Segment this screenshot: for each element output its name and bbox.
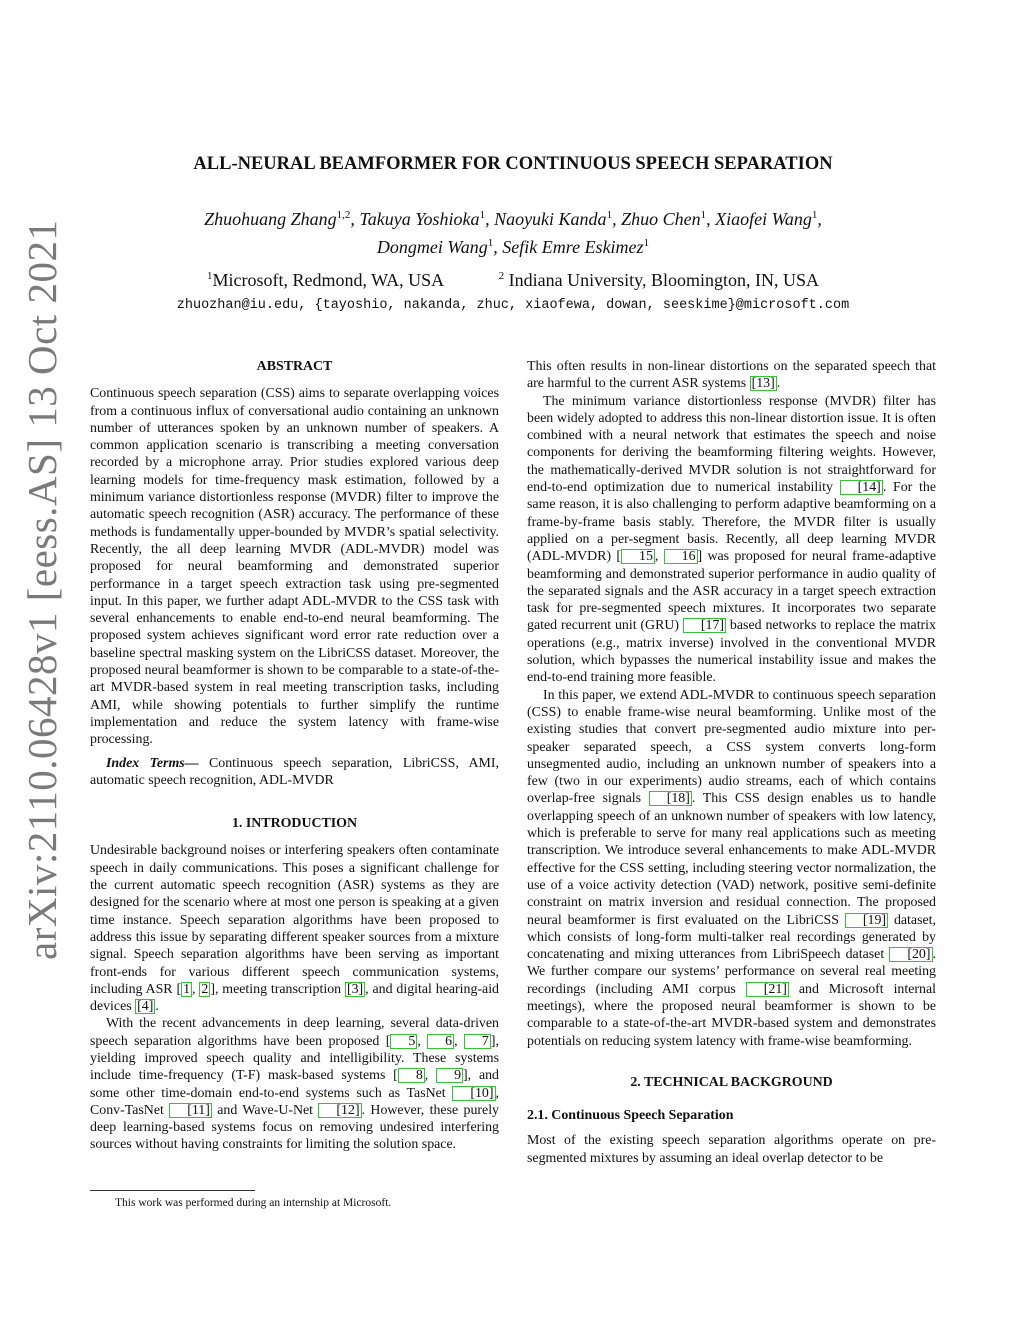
affil-mark: 2 xyxy=(498,270,505,282)
citation-link[interactable]: [13] xyxy=(751,376,775,392)
text-run: and Microsoft internal meetings), where the proposed neural beamformer is shown to be comparable to a state-of-the-art MVDR-based system and demonstrates potentials on reducing system latency with frame-wise beamforming. xyxy=(527,981,936,1049)
right-column xyxy=(527,358,936,1167)
text-run: was proposed for neural frame-adaptive beamforming and demonstrated superior performance in audio quality of the separated signals and the ASR accuracy in a target speech extraction task for pre-segmented speech mixtures. It incorporates two separate gated recurrent unit (GRU) xyxy=(527,549,937,634)
citation-link[interactable]: [18] xyxy=(649,791,692,806)
intro-paragraph-2: With the recent advancements in deep learning, several data-driven speech separation algorithms have been proposed [ 5 , 6 , 7 ], yielding improved speech quality and intelligibility. These systems include time-frequency (T-F) mask-based systems [ 8 , 9 ], and some other time-domain end-to-end systems such as TasNet [10] , Conv-TasNet [11] and Wave-U-Net [12] . However, these purely deep learning-based systems focus on removing undesired interfering sources without having constraints for limiting the solution space. xyxy=(90,1016,499,1153)
citation-link[interactable]: 16 xyxy=(664,549,698,564)
author-affil-mark: 1 xyxy=(811,209,818,221)
index-terms xyxy=(90,755,499,790)
affiliation-indiana xyxy=(499,270,819,291)
abstract-text: Continuous speech separation (CSS) aims to separate overlapping voices from a continuous influx of conversational audio containing an unknown number of utterances spoken by an unknown number of speakers. A common application scenario is transcribing a meeting conversation recorded by a microphone array. Prior studies explored various deep learning models for time-frequency mask estimation, followed by a minimum variance distortionless response (MVDR) filter to improve the automatic speech recognition (ASR) accuracy. The performance of these methods is fundamentally upper-bounded by MVDR’s spatial selectivity. Recently, the all deep learning MVDR (ADL-MVDR) model was proposed for neural beamforming and demonstrated superior performance in a target speech extraction task using pre-segmented input. In this paper, we further adapt ADL-MVDR to the CSS task with several enhancements to enable end-to-end neural beamforming. The proposed system achieves significant word error rate reduction over a baseline spectral masking system on the LibriCSS dataset. Moreover, the proposed neural beamformer is shown to be comparable to a state-of-the-art MVDR-based system in real meeting transcription tasks, including AMI, while showing potentials to further simplify the runtime implementation and reduce the system latency with frame-wise processing. xyxy=(90,386,499,748)
affiliations xyxy=(90,270,936,291)
footnote-divider xyxy=(90,1190,255,1191)
text-run: The minimum variance distortionless response (MVDR) filter has been widely adopted to address this non-linear distortion issue. It is often combined with a neural network that estimates the speech and noise components for deriving the beamforming filtering weights. However, the mathematically-derived MVDR solution is not straightforward for end-to-end optimization due to numerical instability xyxy=(527,393,936,496)
author: Naoyuki Kanda xyxy=(494,209,607,229)
intro-paragraph-1: Undesirable background noises or interfering speakers often contaminate speech in daily communications. This poses a significant challenge for the current automatic speech recognition (ASR) systems as they are designed for the scenario where at most one person is speaking at a given time instance. Speech separation algorithms have been proposed to address this issue by separating different speaker sources from a mixture signal. Speech separation algorithms have been serving as important front-ends for various different speech communication systems, including ASR [ 1 , 2 ], meeting transcription [3] , and digital hearing-aid devices [4] . xyxy=(90,843,499,1015)
author: Takuya Yoshioka xyxy=(359,209,480,229)
citation-number: 4 xyxy=(141,999,149,1015)
text-run: , meeting transcription xyxy=(214,981,345,997)
background-paragraph-1: Most of the existing speech separation algorithms operate on pre-segmented mixtures by assuming an ideal overlap detector to be xyxy=(527,1133,936,1166)
author-emails: zhuozhan@iu.edu, {tayoshio, nakanda, zhuc, xiaofewa, dowan, seeskime}@microsoft.com xyxy=(176,298,850,313)
intro-paragraph-5 xyxy=(527,687,936,1050)
text-run: . However, these purely deep learning-based systems focus on removing undesired interfering sources without having constraints for limiting the solution space. xyxy=(90,1102,499,1153)
arxiv-identifier: arXiv:2110.06428v1 [eess.AS] 13 Oct 2021 xyxy=(19,219,65,960)
text-run: . For the same reason, it is also challenging to perform adaptive beamforming on a frame-by-frame basis stably. Therefore, the MVDR filter is usually applied on a per-segment basis. Recently, all deep learning MVDR (ADL-MVDR) xyxy=(527,480,936,565)
index-terms-text: Continuous speech separation, LibriCSS, AMI, automatic speech recognition, ADL-MVDR xyxy=(90,755,499,788)
citation-number: 3 xyxy=(351,981,359,997)
text-run: , and digital hearing-aid devices xyxy=(90,981,499,1015)
affil-text: Microsoft, Redmond, WA, USA xyxy=(212,270,445,290)
author-affil-mark: 1 xyxy=(700,209,707,221)
citation-link[interactable]: [14] xyxy=(840,480,883,495)
citation-number: 14 xyxy=(862,480,877,496)
citation-link[interactable]: 8 xyxy=(398,1068,425,1083)
intro-paragraph-4: The minimum variance distortionless response (MVDR) filter has been widely adopted to address this non-linear distortion issue. It is often combined with a neural network that estimates the speech and noise components for deriving the beamforming filtering weights. However, the mathematically-derived MVDR solution is not straightforward for end-to-end optimization due to numerical instability [14] . For the same reason, it is also challenging to perform adaptive beamforming on a frame-by-frame basis stably. Therefore, the MVDR filter is usually applied on a per-segment basis. Recently, all deep learning MVDR (ADL-MVDR) [ 15 , 16 ] was proposed for neural frame-adaptive beamforming and demonstrated superior performance in audio quality of the separated signals and the ASR accuracy in a target speech extraction task for pre-segmented speech mixtures. It incorporates two separate gated recurrent unit (GRU) [17] based networks to replace the matrix operations (e.g., matrix inverse) involved in the conventional MVDR solution, which bypasses the numerical instability issue and makes the end-to-end training more feasible. xyxy=(527,393,937,686)
text-run: In this paper, we extend ADL-MVDR to continuous speech separation (CSS) to enable frame-wise neural beamforming. Unlike most of the existing studies that convert pre-segmented audio mixture into per-speaker separated speech, a CSS system converts long-form unsegmented audio, including an unknown number of speakers into a few (two in our experiments) audio streams, each of which contains overlap-free signals xyxy=(527,687,936,807)
citation-link[interactable]: 5 xyxy=(390,1034,417,1049)
citation-link[interactable]: 2 xyxy=(201,981,209,997)
citation-link[interactable]: [11] xyxy=(169,1103,212,1118)
citation-link[interactable]: 9 xyxy=(436,1068,463,1083)
citation-number: 19 xyxy=(867,912,882,928)
author-list: Zhuohuang Zhang$^{1,2}$, Takuya Yoshioka$^1$, Naoyuki Kanda$^1$, Zhuo Chen$^1$, Xiaofei Wang$^1$, Dongmei Wang$^1$, Sefik Emre Eskimez$^1$ xyxy=(204,209,822,257)
citation-link[interactable]: [3] xyxy=(346,981,364,997)
text-run: . We further compare our systems’ performance on several real meeting recordings (including AMI corpus xyxy=(527,947,936,997)
intro-paragraph-3 xyxy=(527,358,936,393)
author-affil-mark: 1 xyxy=(606,209,613,221)
author: Dongmei Wang xyxy=(376,237,488,257)
author: Zhuohuang Zhang xyxy=(204,209,337,229)
citation-link[interactable]: [19] xyxy=(845,913,888,928)
author: Xiaofei Wang xyxy=(715,209,812,229)
citation-number: 17 xyxy=(705,618,720,634)
citation-number: 10 xyxy=(474,1085,489,1101)
text-run: , Conv-TasNet xyxy=(90,1085,499,1118)
text-run: This often results in non-linear distortions on the separated speech that are harmful to the current ASR systems xyxy=(527,359,936,392)
citation-link[interactable]: [10] xyxy=(452,1086,495,1101)
citation-number: 12 xyxy=(341,1102,355,1118)
citation-link[interactable]: [17] xyxy=(683,618,726,633)
citation-number: 20 xyxy=(911,947,926,963)
citation-link[interactable]: 1 xyxy=(183,981,191,997)
citation-link[interactable]: [20] xyxy=(889,947,932,962)
citation-link[interactable]: [4] xyxy=(137,999,154,1015)
citation-link[interactable]: [21] xyxy=(746,982,789,997)
text-run: . This CSS design enables us to handle overlapping speech of an unknown number of speakers with low latency, which is preferable to serve for many real applications such as meeting transcription. We introduce several enhancements to make ADL-MVDR effective for the CSS setting, including steering vector normalization, the use of a voice activity detection (VAD) network, positive semi-definite constraint on matrix inversion and residual connection. The proposed neural beamformer is first evaluated on the LibriCSS xyxy=(527,791,936,928)
citation-number: 13 xyxy=(756,376,771,392)
text-run: With the recent advancements in deep learning, several data-driven speech separation algorithms have been proposed xyxy=(90,1016,499,1049)
affiliation-microsoft xyxy=(207,270,444,291)
background-heading: 2. TECHNICAL BACKGROUND xyxy=(630,1074,833,1090)
index-terms-label: Index Terms— xyxy=(106,755,199,771)
citation-number: 18 xyxy=(671,791,686,807)
citation-link[interactable]: 7 xyxy=(464,1034,491,1049)
citation-link[interactable]: [12] xyxy=(318,1103,361,1118)
citation-number: 11 xyxy=(191,1102,206,1118)
paper-title: ALL-NEURAL BEAMFORMER FOR CONTINUOUS SPEECH SEPARATION xyxy=(193,154,833,174)
text-run: based networks to replace the matrix operations (e.g., matrix inverse) involved in the conventional MVDR solution, which bypasses the numerical instability issue and makes the end-to-end training more feasible. xyxy=(527,618,936,686)
citation-link[interactable]: 15 xyxy=(621,549,655,564)
subsection-heading: 2.1. Continuous Speech Separation xyxy=(527,1108,734,1124)
text-run: Undesirable background noises or interfering speakers often contaminate speech in daily communications. This poses a significant challenge for the current automatic speech recognition (ASR) systems as they are designed for the scenario where at most one person is speaking at a given time instance. Speech separation algorithms have been proposed to address this issue by separating different speaker sources from a mixture signal. Speech separation algorithms have been serving as important front-ends for various different speech communication systems, including ASR xyxy=(90,843,499,997)
footnote: This work was performed during an internship at Microsoft. xyxy=(115,1197,392,1209)
intro-heading: 1. INTRODUCTION xyxy=(231,816,358,832)
citation-number: 21 xyxy=(768,981,783,997)
text-run: dataset, which consists of long-form multi-talker real recordings generated by concatenating and mixing utterances from LibriSpeech dataset xyxy=(527,912,936,963)
citation-link[interactable]: 6 xyxy=(427,1034,454,1049)
author-affil-mark: 1 xyxy=(487,237,494,249)
text-run: , yielding improved speech quality and intelligibility. These systems include time-frequency (T-F) mask-based systems xyxy=(90,1033,499,1084)
affil-mark: 1 xyxy=(207,270,213,282)
abstract-heading: ABSTRACT xyxy=(256,359,333,374)
affil-text: Indiana University, Bloomington, IN, USA xyxy=(504,270,819,290)
author: Zhuo Chen xyxy=(621,209,701,229)
text-run: and Wave-U-Net xyxy=(211,1102,319,1118)
text-run: . xyxy=(776,376,781,392)
author-affil-mark: 1,2 xyxy=(336,209,351,221)
author-affil-mark: 1 xyxy=(643,237,650,249)
text-run: . xyxy=(155,999,159,1015)
text-run: , and some other time-domain end-to-end systems such as TasNet xyxy=(90,1068,499,1101)
author-affil-mark: 1 xyxy=(479,209,486,221)
left-column xyxy=(90,358,499,1154)
author: Sefik Emre Eskimez xyxy=(502,237,644,257)
